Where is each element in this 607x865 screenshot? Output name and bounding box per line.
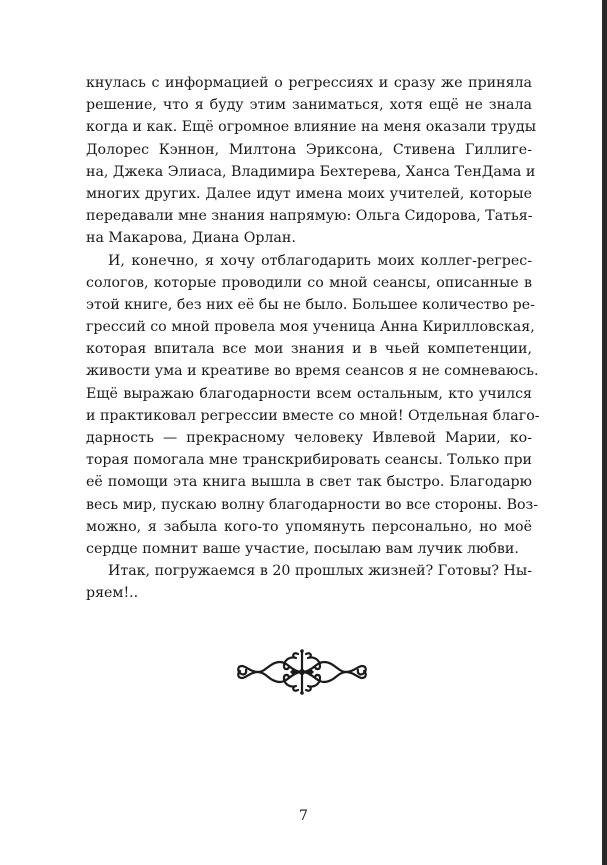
text-line: которая впитала все мои знания и в чьей компетенции, bbox=[86, 341, 532, 358]
text-line: сологов, которые проводили со мной сеансы, описанные в bbox=[86, 274, 532, 291]
text-line: передавали мне знания напрямую: Ольга Сидорова, Татья- bbox=[86, 208, 533, 225]
body-text bbox=[86, 72, 540, 605]
text-line: грессий со мной провела моя ученица Анна Кирилловская, bbox=[86, 319, 535, 336]
text-line: дарность — прекрасному человеку Ивлевой Марии, ко- bbox=[86, 430, 532, 446]
text-line: ряем!.. bbox=[86, 585, 139, 602]
text-line: на, Джека Элиаса, Владимира Бехтерева, Ханса ТенДама и bbox=[86, 163, 536, 180]
text-line: Итак, погружаемся в 20 прошлых жизней? Готовы? Ны- bbox=[108, 563, 532, 580]
text-line: можно, я забыла кого-то упомянуть персонально, но моё bbox=[86, 518, 532, 535]
decorative-ornament-icon bbox=[234, 648, 370, 696]
text-line: решение, что я буду этим заниматься, хотя ещё не знала bbox=[86, 97, 532, 114]
text-line: живости ума и креативе во время сеансов я не сомневаюсь. bbox=[86, 363, 539, 380]
text-line: этой книге, без них её бы не было. Большее количество ре- bbox=[86, 296, 535, 313]
text-line: на Макарова, Диана Орлан. bbox=[86, 230, 296, 247]
text-line: Долорес Кэннон, Милтона Эриксона, Стивена Гиллиге- bbox=[86, 141, 532, 158]
text-line: многих других. Далее идут имена моих учителей, которые bbox=[86, 185, 532, 202]
text-line: и практиковал регрессии вместе со мной! Отдельная благо- bbox=[86, 407, 540, 424]
text-line: торая помогала мне транскрибировать сеансы. Только при bbox=[86, 452, 532, 469]
text-line: когда и как. Ещё огромное влияние на меня оказали труды bbox=[86, 119, 537, 136]
text-line: Ещё выражаю благодарности всем остальным, кто учился bbox=[86, 385, 532, 402]
page-edge bbox=[602, 0, 607, 865]
text-line: её помощи эта книга вышла в свет так быстро. Благодарю bbox=[86, 474, 532, 491]
text-line: весь мир, пускаю волну благодарности во все стороны. Воз- bbox=[86, 496, 539, 513]
text-line: И, конечно, я хочу отблагодарить моих коллег-регрес- bbox=[108, 252, 532, 269]
text-line: сердце помнит ваше участие, посылаю вам лучик любви. bbox=[86, 540, 519, 557]
page-number: 7 bbox=[299, 808, 308, 824]
text-line: кнулась с информацией о регрессиях и сразу же приняла bbox=[86, 75, 532, 91]
